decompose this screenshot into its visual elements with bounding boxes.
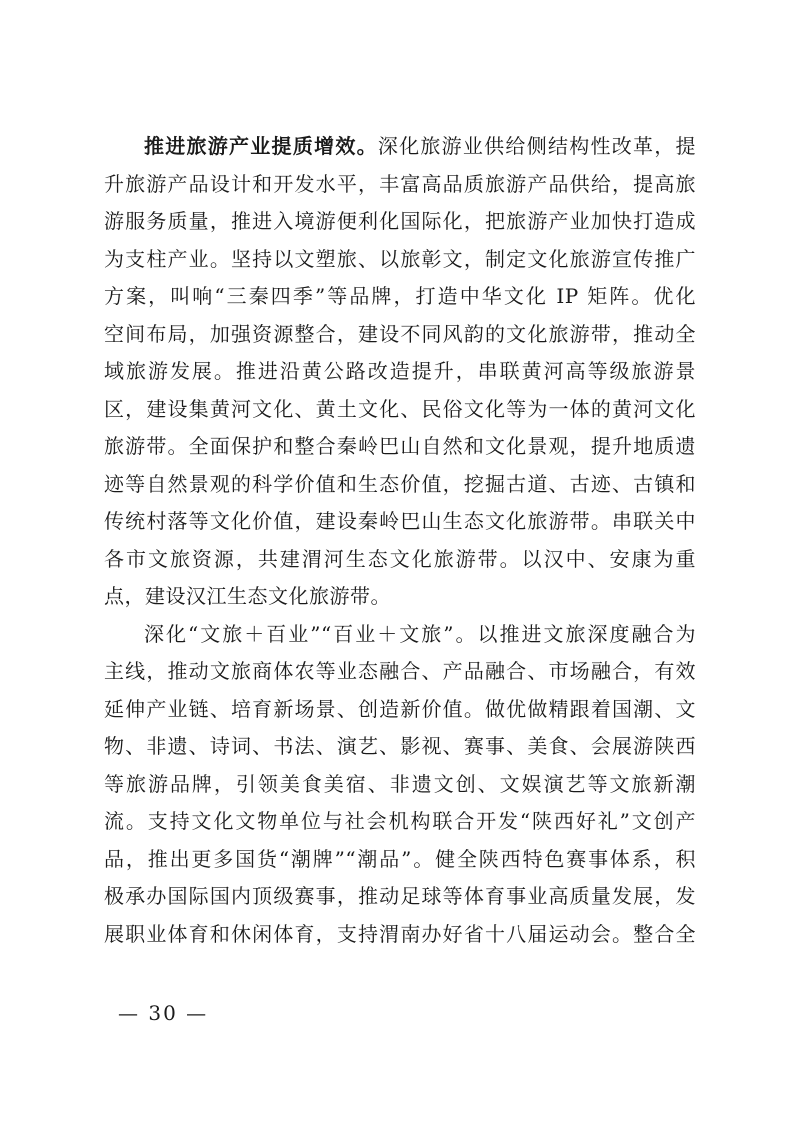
paragraph-line: 空间布局，加强资源整合，建设不同风韵的文化旅游带，推动全 [104,321,696,346]
paragraph-line: 流。支持文化文物单位与社会机构联合开发“陕西好礼”文创产 [104,809,696,833]
paragraph-line-text: 以推进文旅深度融合为 [477,621,697,646]
paragraph-line: 展职业体育和休闲体育，支持渭南办好省十八届运动会。整合全 [104,921,696,946]
paragraph-line: 传统村落等文化价值，建设秦岭巴山生态文化旅游带。串联关中 [104,509,696,533]
paragraph-line: 域旅游发展。推进沿黄公路改造提升，串联黄河高等级旅游景 [104,359,696,383]
paragraph-lead-heading: 推进旅游产业提质增效。 [144,134,378,158]
paragraph-line: 各市文旅资源，共建渭河生态文化旅游带。以汉中、安康为重 [104,546,696,571]
paragraph-line: 延伸产业链、培育新场景、创造新价值。做优做精跟着国潮、文 [104,696,696,721]
paragraph-line [104,128,696,166]
paragraph-line: 等旅游品牌，引领美食美宿、非遗文创、文娱演艺等文旅新潮 [104,771,696,796]
paragraph-line: 游服务质量，推进入境游便利化国际化，把旅游产业加快打造成 [104,209,696,233]
paragraph-line: 区，建设集黄河文化、黄土文化、民俗文化等为一体的黄河文化 [104,396,696,421]
paragraph-line: 迹等自然景观的科学价值和生态价值，挖掘古道、古迹、古镇和 [104,471,696,496]
paragraph-culture-tourism-integration [104,616,696,954]
paragraph-line: 方案，叫响“三秦四季”等品牌，打造中华文化 IP 矩阵。优化 [104,284,696,308]
page-number: — 30 — [118,1001,209,1025]
paragraph-line-last: 点，建设汉江生态文化旅游带。 [104,584,391,608]
paragraph-line: 主线，推动文旅商体农等业态融合、产品融合、市场融合，有效 [104,659,696,683]
paragraph-line-text: 深化旅游业供给侧结构性改革，提 [377,134,697,158]
paragraph-lead-heading: 深化“文旅＋百业”“百业＋文旅”。 [144,621,478,646]
paragraph-line [104,616,696,654]
paragraph-line: 品，推出更多国货“潮牌”“潮品”。健全陕西特色赛事体系，积 [104,846,696,871]
paragraph-line: 升旅游产品设计和开发水平，丰富高品质旅游产品供给，提高旅 [104,171,696,196]
paragraph-line: 物、非遗、诗词、书法、演艺、影视、赛事、美食、会展游陕西 [104,734,696,758]
body-text [104,128,696,953]
paragraph-line: 旅游带。全面保护和整合秦岭巴山自然和文化景观，提升地质遗 [104,434,696,458]
paragraph-line: 极承办国际国内顶级赛事，推动足球等体育事业高质量发展，发 [104,884,696,908]
paragraph-line: 为支柱产业。坚持以文塑旅、以旅彰文，制定文化旅游宣传推广 [104,246,696,271]
paragraph-tourism-industry [104,128,696,616]
